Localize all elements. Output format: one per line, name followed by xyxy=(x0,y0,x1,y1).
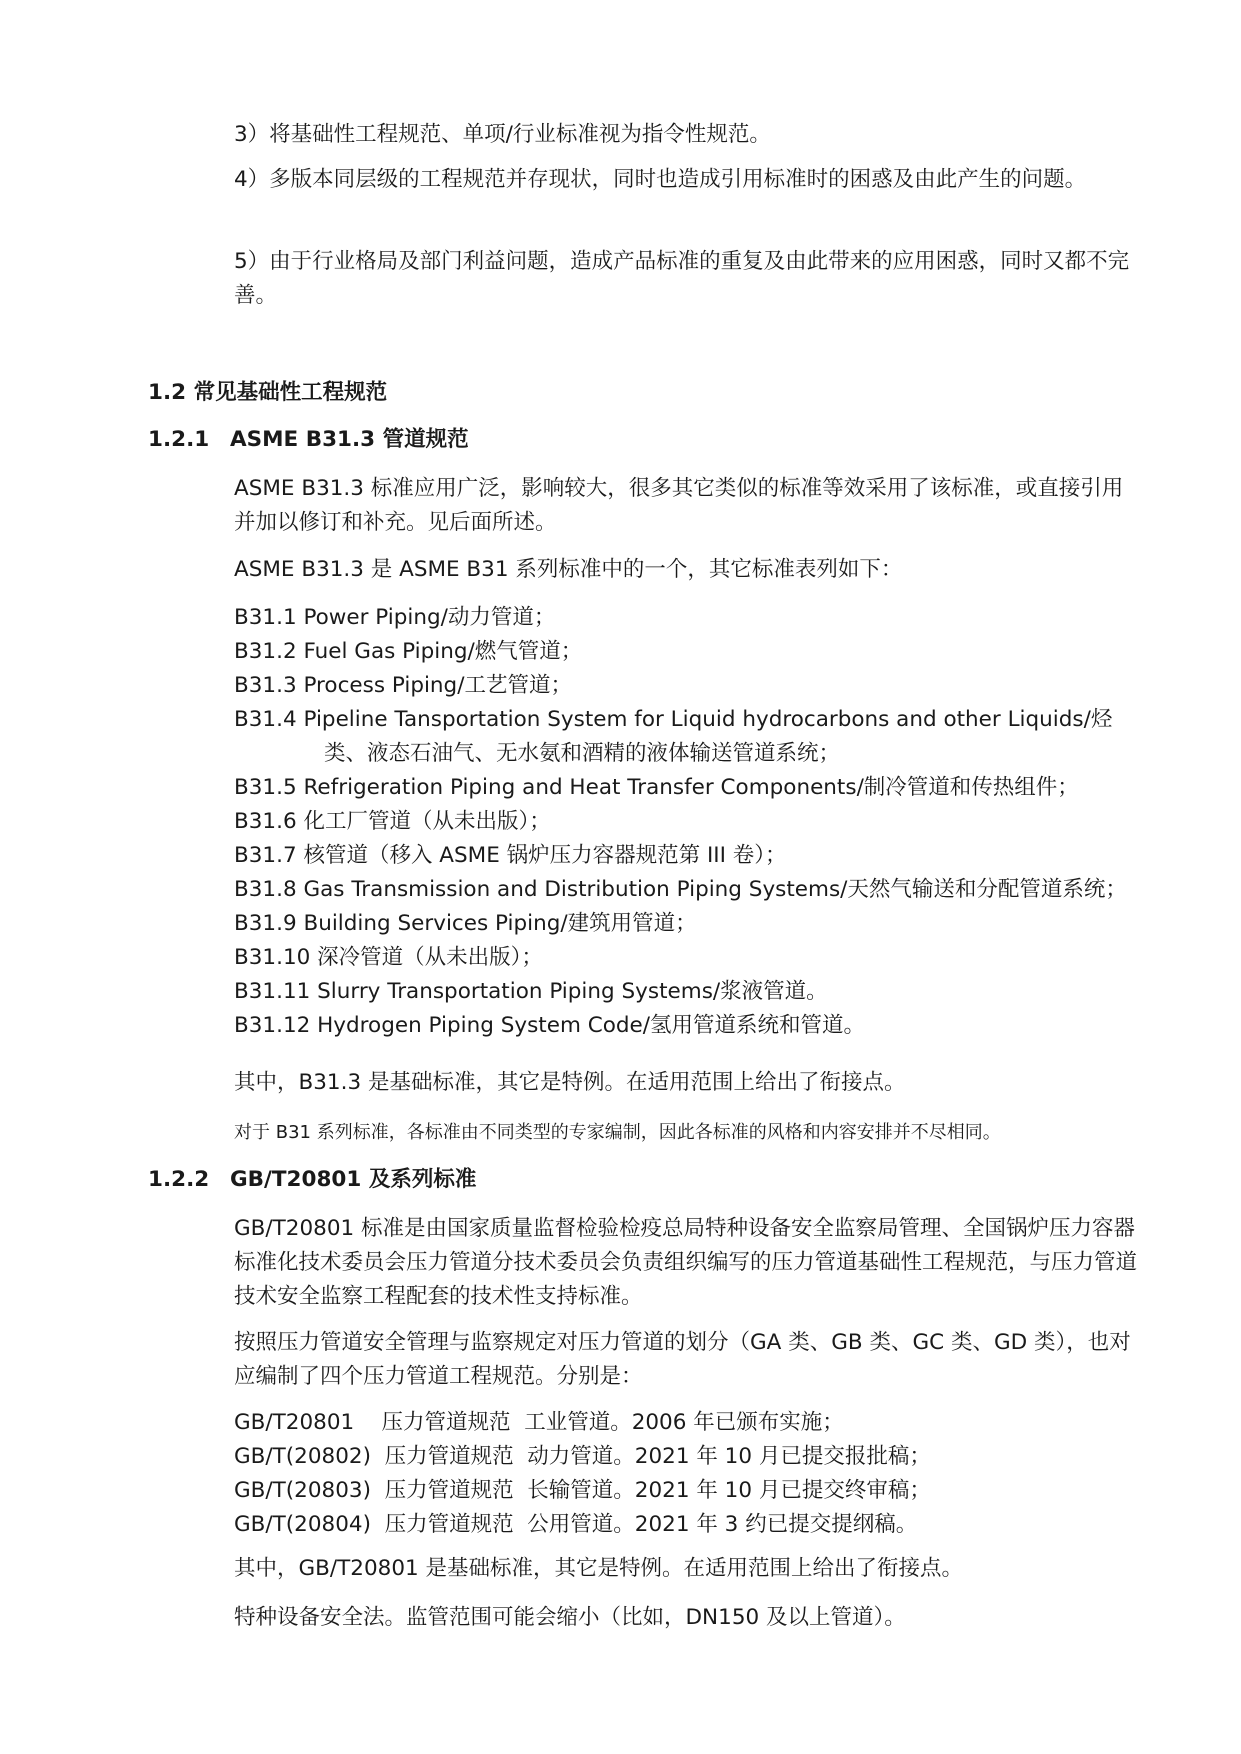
intro-item-4: 4）多版本同层级的工程规范并存现状，同时也造成引用标准时的困惑及由此产生的问题。 xyxy=(234,167,1087,192)
gbt-conclusion-paragraph: 其中，GB/T20801 是基础标准，其它是特例。在适用范围上给出了衔接点。 xyxy=(234,1556,964,1581)
list-item: B31.9 Building Services Piping/建筑用管道； xyxy=(234,911,697,936)
list-item: B31.6 化工厂管道（从未出版）； xyxy=(234,809,551,834)
section-number: 1.2.2 xyxy=(148,1167,210,1192)
list-item: B31.4 Pipeline Tansportation System for Liquid hydrocarbons and other Liquids/烃类、液态石油气、无水氨和酒精的液体输送管道系统； xyxy=(234,707,1113,766)
section-title: ASME B31.3 管道规范 xyxy=(230,427,469,452)
list-item: GB/T(20804) 压力管道规范 公用管道。2021 年 3 约已提交提纲稿。 xyxy=(234,1512,918,1537)
asme-intro-paragraph: ASME B31.3 标准应用广泛，影响较大，很多其它类似的标准等效采用了该标准，或直接引用并加以修订和补充。见后面所述。 xyxy=(234,476,1124,535)
list-item: B31.8 Gas Transmission and Distribution Piping Systems/天然气输送和分配管道系统； xyxy=(234,877,1127,902)
list-item: B31.5 Refrigeration Piping and Heat Transfer Components/制冷管道和传热组件； xyxy=(234,775,1079,800)
list-item: B31.3 Process Piping/工艺管道； xyxy=(234,673,572,698)
asme-note: 对于 B31 系列标准，各标准由不同类型的专家编制，因此各标准的风格和内容安排并不尽相同。 xyxy=(234,1122,1001,1143)
section-title: GB/T20801 及系列标准 xyxy=(230,1167,477,1192)
intro-item-3: 3）将基础性工程规范、单项/行业标准视为指令性规范。 xyxy=(234,122,771,147)
asme-b31-list xyxy=(234,601,1144,1043)
asme-conclusion-paragraph: 其中，B31.3 是基础标准，其它是特例。在适用范围上给出了衔接点。 xyxy=(234,1070,906,1095)
list-item: B31.12 Hydrogen Piping System Code/氢用管道系统和管道。 xyxy=(234,1013,866,1038)
list-item: B31.1 Power Piping/动力管道； xyxy=(234,605,556,630)
list-item: B31.7 核管道（移入 ASME 锅炉压力容器规范第 III 卷）； xyxy=(234,843,787,868)
gbt-law-paragraph: 特种设备安全法。监管范围可能会缩小（比如，DN150 及以上管道）。 xyxy=(234,1605,906,1630)
section-heading-1-2-2 xyxy=(148,1165,476,1195)
asme-series-paragraph: ASME B31.3 是 ASME B31 系列标准中的一个，其它标准表列如下： xyxy=(234,557,903,582)
gbt-intro-paragraph: GB/T20801 标准是由国家质量监督检验检疫总局特种设备安全监察局管理、全国锅炉压力容器标准化技术委员会压力管道分技术委员会负责组织编写的压力管道基础性工程规范，与压力管道技术安全监察工程配套的技术性支持标准。 xyxy=(234,1216,1138,1309)
list-item: B31.2 Fuel Gas Piping/燃气管道； xyxy=(234,639,583,664)
list-item: GB/T(20802) 压力管道规范 动力管道。2021 年 10 月已提交报批稿； xyxy=(234,1444,931,1469)
section-number: 1.2.1 xyxy=(148,427,210,452)
gbt-standards-list xyxy=(234,1406,1144,1542)
list-item: B31.11 Slurry Transportation Piping Systems/浆液管道。 xyxy=(234,979,828,1004)
list-item: GB/T(20803) 压力管道规范 长输管道。2021 年 10 月已提交终审稿； xyxy=(234,1478,931,1503)
gbt-classification-paragraph: 按照压力管道安全管理与监察规定对压力管道的划分（GA 类、GB 类、GC 类、GD 类），也对应编制了四个压力管道工程规范。分别是： xyxy=(234,1330,1131,1389)
list-item: B31.10 深冷管道（从未出版）； xyxy=(234,945,543,970)
section-heading-1-2: 1.2 常见基础性工程规范 xyxy=(148,380,388,405)
section-heading-1-2-1 xyxy=(148,425,469,455)
intro-item-5: 5）由于行业格局及部门利益问题，造成产品标准的重复及由此带来的应用困惑，同时又都不完善。 xyxy=(234,249,1130,308)
list-item: GB/T20801 压力管道规范 工业管道。2006 年已颁布实施； xyxy=(234,1410,844,1435)
